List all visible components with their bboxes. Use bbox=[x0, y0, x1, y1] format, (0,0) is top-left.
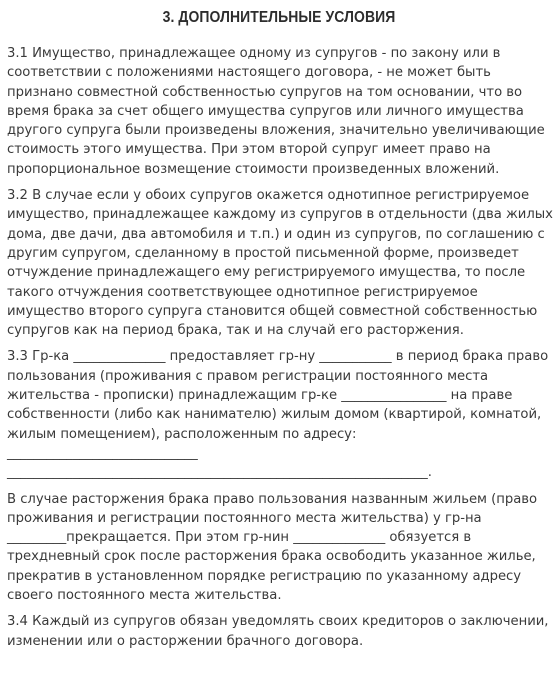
text-line: другого супруга были произведены вложения, значительно увеличивающие bbox=[7, 123, 545, 139]
text-line: 3.1 Имущество, принадлежащее одному из супругов - по закону или в bbox=[7, 46, 501, 61]
text-line: пропорциональное возмещение стоимости произведенных вложений. bbox=[7, 161, 500, 177]
text-line: жительства - прописки) принадлежащим гр-ке ________________ на праве bbox=[7, 388, 513, 404]
text-line: признано совместной собственностью супругов на том основании, что во bbox=[7, 84, 523, 100]
text-line: такого отчуждения соответствующее однотипное регистрируемое bbox=[7, 284, 478, 300]
text-line: В случае расторжения брака право пользования названным жильем (право bbox=[7, 491, 538, 507]
paragraph-3-3-continued bbox=[7, 490, 551, 606]
text-line: имущество второго супруга становится общей совместной собственностью bbox=[7, 303, 538, 319]
paragraph-3-2 bbox=[7, 186, 551, 340]
text-line: 3.3 Гр-ка ______________ предоставляет гр-ну ___________ в период брака право bbox=[7, 349, 549, 365]
paragraph-3-3 bbox=[7, 347, 551, 482]
text-line: 3.2 В случае если у обоих супругов окажется однотипное регистрируемое bbox=[7, 188, 530, 204]
text-line: прекратив в установленном порядке регистрацию по указанному адресу bbox=[7, 568, 522, 584]
text-line: дома, две дачи, два автомобиля и т.п.) и один из супругов, по соглашению с bbox=[7, 226, 545, 242]
text-line: стоимость этого имущества. При этом второй супруг имеет право на bbox=[7, 142, 491, 158]
text-line: собственности (либо как нанимателю) жилым домом (квартирой, комнатой, bbox=[7, 407, 542, 423]
text-line: соответствии с положениями настоящего договора, - не может быть bbox=[7, 65, 491, 81]
section-title: 3. ДОПОЛНИТЕЛЬНЫЕ УСЛОВИЯ bbox=[162, 9, 396, 26]
text-line: имущество, принадлежащее каждому из супругов в отдельности (два жилых bbox=[7, 207, 553, 223]
text-line: 3.4 Каждый из супругов обязан уведомлять своих кредиторов о заключении, bbox=[7, 614, 549, 630]
address-blank-line: _____________________________ bbox=[7, 445, 198, 461]
text-line: супругов как на период брака, так и на случай его расторжения. bbox=[7, 323, 464, 339]
text-line: время брака за счет общего имущества супругов или личного имущества bbox=[7, 103, 524, 119]
paragraph-3-4 bbox=[7, 612, 551, 651]
text-line: проживания и регистрации постоянного места жительства) у гр-на bbox=[7, 510, 482, 526]
paragraph-3-1 bbox=[7, 44, 551, 179]
text-line: другим супругом, сделанному в простой письменной форме, произведет bbox=[7, 245, 519, 261]
text-line: отчуждение принадлежащего ему регистрируемого имущества, то после bbox=[7, 265, 526, 281]
text-line: трехдневный срок после расторжения брака освободить указанное жилье, bbox=[7, 549, 536, 565]
text-line: пользования (проживания с правом регистрации постоянного места bbox=[7, 368, 489, 384]
text-line: _________прекращается. При этом гр-нин ______________ обязуется в bbox=[7, 530, 472, 546]
text-line: жилым помещением), расположенным по адресу: bbox=[7, 426, 357, 442]
address-blank-line: ________________________________________________________________. bbox=[7, 465, 432, 481]
text-line: своего постоянного места жительства. bbox=[7, 588, 282, 604]
text-line: изменении или о расторжении брачного договора. bbox=[7, 633, 364, 649]
